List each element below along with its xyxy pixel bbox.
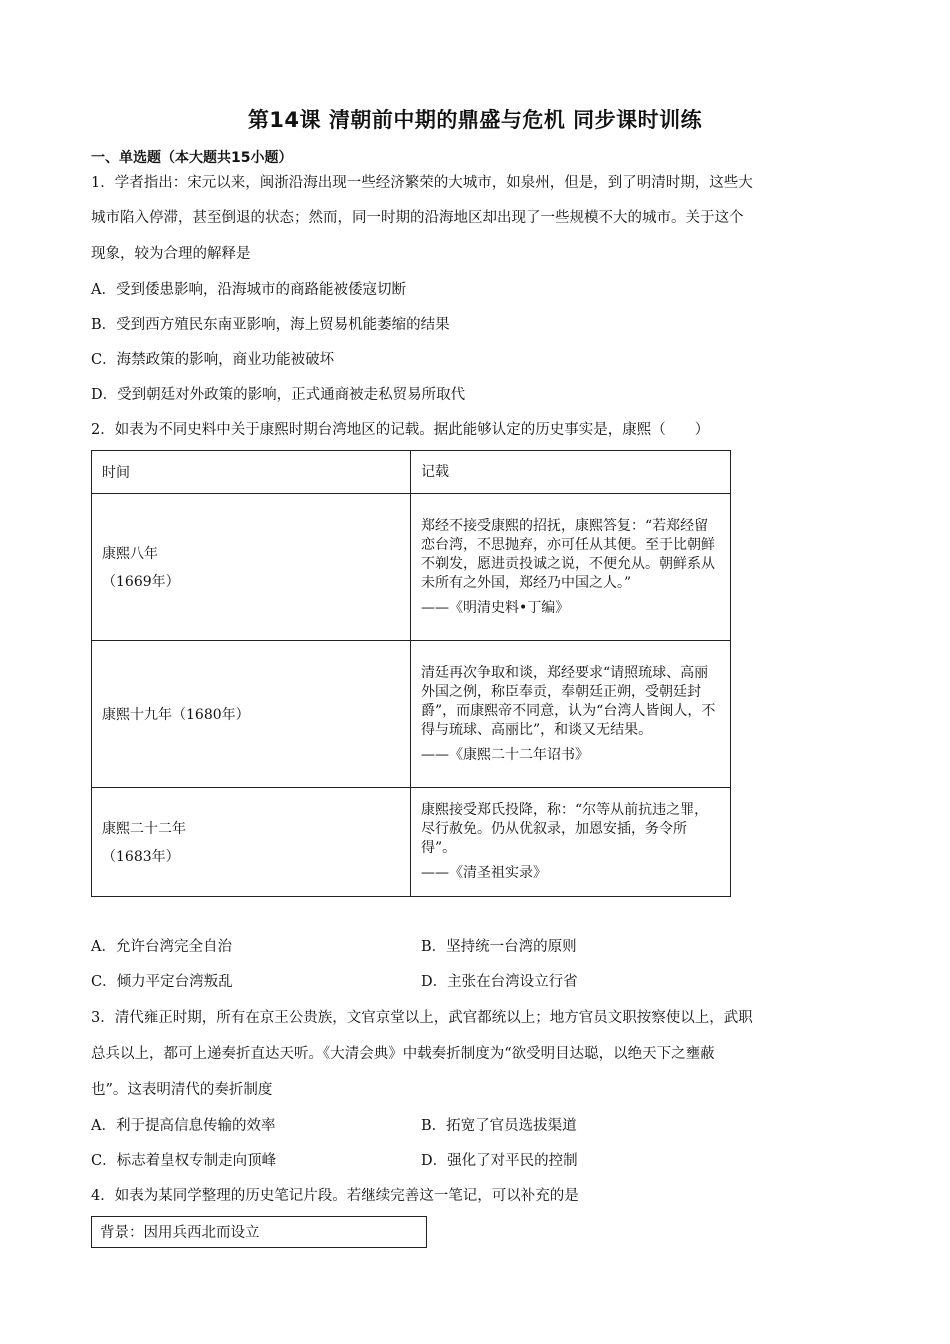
row1-record-source: ——《明清史料•丁编》 [421, 599, 570, 616]
q1-stem-line-3: 现象，较为合理的解释是 [91, 246, 251, 262]
q2-option-d: D．主张在台湾设立行省 [421, 974, 578, 990]
row1-record [411, 494, 731, 641]
table-row [92, 788, 731, 897]
row2-record [411, 641, 731, 788]
row2-record-source: ——《康熙二十二年诏书》 [421, 746, 589, 763]
row2-time [92, 641, 411, 788]
q4-stem: 4．如表为某同学整理的历史笔记片段。若继续完善这一笔记，可以补充的是 [91, 1188, 579, 1204]
q3-stem-line-3: 也”。这表明清代的奏折制度 [91, 1082, 273, 1098]
q1-option-a: A．受到倭患影响，沿海城市的商路能被倭寇切断 [91, 282, 406, 298]
q3-option-b: B．拓宽了官员选拔渠道 [421, 1118, 577, 1134]
row3-time-line2: （1683年） [102, 849, 180, 865]
q3-stem-line-1: 3．清代雍正时期，所有在京王公贵族，文官京堂以上，武官都统以上；地方官员文职按察使以上，武职 [91, 1010, 753, 1026]
q2-option-a: A．允许台湾完全自治 [91, 939, 232, 955]
row3-record-text: 康熙接受郑氏投降，称：“尔等从前抗违之罪，尽行赦免。仍从优叙录，加恩安插，务令所得”。 [421, 802, 709, 856]
row1-time-line1: 康熙八年 [102, 546, 158, 562]
table-row [92, 494, 731, 641]
section-heading: 一、单选题（本大题共15小题） [91, 150, 293, 166]
row3-time-line1: 康熙二十二年 [102, 821, 186, 837]
q4-notes-box: 背景：因用兵西北而设立 [91, 1216, 427, 1248]
q1-option-b: B．受到西方殖民东南亚影响，海上贸易机能萎缩的结果 [91, 317, 450, 333]
header-record: 记载 [411, 451, 731, 494]
q1-stem-line-1: 1．学者指出：宋元以来，闽浙沿海出现一些经济繁荣的大城市，如泉州，但是，到了明清时期，这些大 [91, 175, 753, 191]
row1-time [92, 494, 411, 641]
q3-option-d: D．强化了对平民的控制 [421, 1153, 578, 1169]
q1-option-c: C．海禁政策的影响，商业功能被破坏 [91, 352, 335, 368]
row3-record-source: ——《清圣祖实录》 [421, 865, 547, 881]
table-row [92, 641, 731, 788]
q2-stem: 2．如表为不同史料中关于康熙时期台湾地区的记载。据此能够认定的历史事实是，康熙（ ） [91, 422, 710, 438]
q3-option-a: A．利于提高信息传输的效率 [91, 1118, 276, 1134]
q3-stem-line-2: 总兵以上，都可上递奏折直达天听。《大清会典》中载奏折制度为“欲受明目达聪，以绝天下之壅蔽 [91, 1046, 715, 1062]
kangxi-records-table [91, 450, 731, 897]
row3-record [411, 788, 731, 897]
q3-option-c: C．标志着皇权专制走向顶峰 [91, 1153, 277, 1169]
q1-stem-line-2: 城市陷入停滞，甚至倒退的状态；然而，同一时期的沿海地区却出现了一些规模不大的城市。关于这个 [91, 210, 744, 226]
row1-record-text: 郑经不接受康熙的招抚，康熙答复：“若郑经留恋台湾，不思抛弃，亦可任从其便。至于比朝鲜不剃发，愿进贡投诚之说，不便允从。朝鲜系从未所有之外国，郑经乃中国之人。” [421, 517, 715, 591]
q2-option-c: C．倾力平定台湾叛乱 [91, 974, 233, 990]
q2-option-b: B．坚持统一台湾的原则 [421, 939, 577, 955]
table-header-row [92, 451, 731, 494]
q1-option-d: D．受到朝廷对外政策的影响，正式通商被走私贸易所取代 [91, 387, 466, 403]
page-title: 第14课 清朝前中期的鼎盛与危机 同步课时训练 [247, 108, 703, 132]
row2-time-line1: 康熙十九年（1680年） [102, 707, 250, 723]
header-time: 时间 [92, 451, 411, 494]
row1-time-line2: （1669年） [102, 574, 180, 590]
row3-time [92, 788, 411, 897]
row2-record-text: 清廷再次争取和谈，郑经要求“请照琉球、高丽外国之例，称臣奉贡，奉朝廷正朔，受朝廷封爵”，而康熙帝不同意，认为“台湾人皆闽人，不得与琉球、高丽比”，和谈又无结果。 [421, 664, 716, 738]
